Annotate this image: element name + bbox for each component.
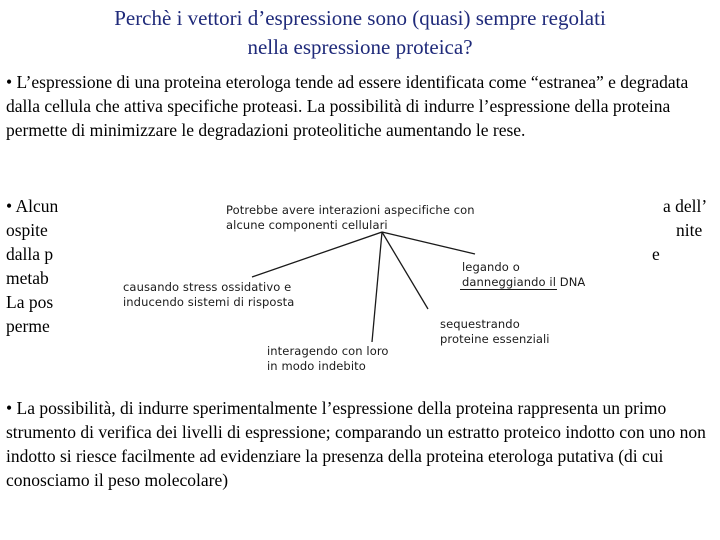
- occluded-fragment: perme: [6, 316, 50, 336]
- interaction-diagram: [110, 194, 650, 376]
- title-line-1: Perchè i vettori d’espressione sono (quasi) sempre regolati: [114, 6, 606, 30]
- occluded-fragment: • Alcun: [6, 196, 59, 216]
- slide-title: [0, 4, 720, 62]
- occluded-fragment: ospite: [6, 220, 48, 240]
- occluded-fragment: e: [652, 244, 660, 264]
- occluded-fragment: dalla p: [6, 244, 54, 264]
- occluded-fragment: nite: [676, 220, 703, 240]
- paragraph-verification: • La possibilità, di indurre sperimentalmente l’espressione della proteina rappresenta un primo strumento di verifica dei livelli di espressione; comparando un estratto proteico indotto con uno non indotto si riesce facilmente ad evidenziare la presenza della proteina eterologa putativa (di cui conosciamo il peso molecolare): [6, 398, 706, 490]
- branch-line-bottom: [372, 232, 382, 342]
- right-label-underline: [460, 289, 557, 290]
- diagram-bottom-label: interagendo con loro in modo indebito: [267, 344, 389, 373]
- branch-line-left: [252, 232, 382, 277]
- paragraph-proteolysis: • L’espressione di una proteina eterologa tende ad essere identificata come “estranea” e degradata dalla cellula che attiva specifiche proteasi. La possibilità di indurre l’espressione della proteina permette di minimizzare le degradazioni proteolitiche aumentando le rese.: [6, 72, 689, 140]
- occluded-fragment: a dell’: [663, 196, 708, 216]
- branch-line-right: [382, 232, 475, 254]
- occluded-fragment: metab: [6, 268, 49, 288]
- diagram-left-label: causando stress ossidativo e inducendo sistemi di risposta: [123, 280, 295, 309]
- occluded-fragment: La pos: [6, 292, 54, 312]
- branch-line-lower-right: [382, 232, 428, 309]
- diagram-right-label: legando o danneggiando il DNA: [462, 260, 586, 289]
- diagram-top-label: Potrebbe avere interazioni aspecifiche con alcune componenti cellulari: [226, 203, 475, 232]
- diagram-sequester-label: sequestrando proteine essenziali: [440, 317, 550, 346]
- title-line-2: nella espressione proteica?: [247, 35, 473, 59]
